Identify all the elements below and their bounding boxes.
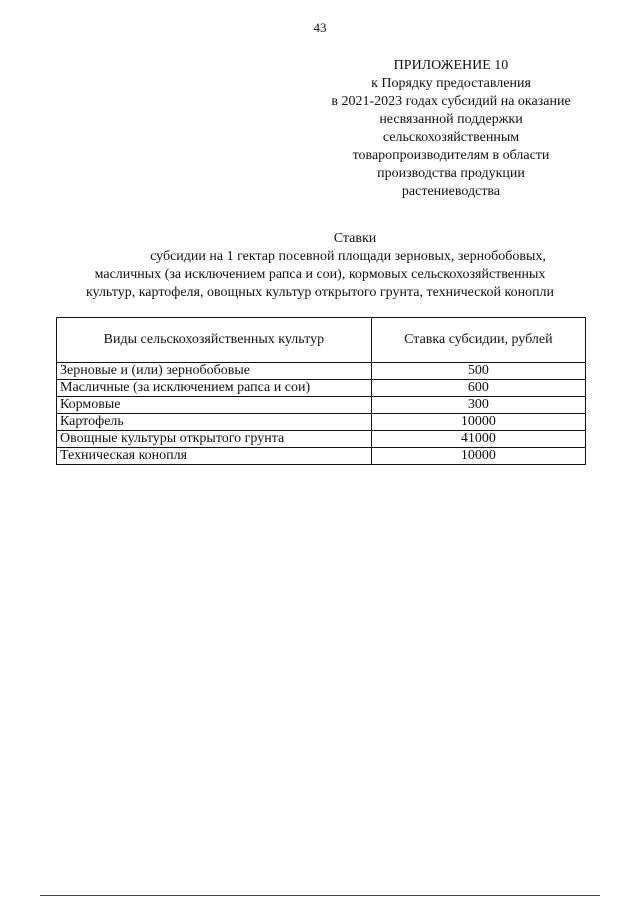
crop-cell: Картофель	[57, 414, 372, 431]
appendix-line: растениеводства	[401, 184, 501, 199]
appendix-line: производства продукции	[377, 166, 525, 181]
table-row	[57, 414, 586, 431]
table-row	[57, 448, 586, 465]
appendix-line: в 2021-2023 годах субсидий на оказание	[331, 94, 571, 109]
appendix-title: ПРИЛОЖЕНИЕ 10	[393, 58, 509, 73]
appendix-line: сельскохозяйственным	[382, 130, 520, 145]
crop-cell: Овощные культуры открытого грунта	[57, 431, 372, 448]
appendix-line: к Порядку предоставления	[371, 76, 531, 91]
rates-table	[56, 317, 586, 465]
table-row	[57, 431, 586, 448]
rate-cell: 600	[371, 380, 585, 397]
rate-cell: 10000	[371, 448, 585, 465]
rate-cell: 500	[371, 363, 585, 380]
table-row	[57, 380, 586, 397]
column-header-rate: Ставка субсидии, рублей	[371, 318, 585, 363]
table-header-row	[57, 318, 586, 363]
appendix-line: товаропроизводителям в области	[352, 148, 550, 163]
page-number: 43	[313, 20, 327, 35]
column-header-crop: Виды сельскохозяйственных культур	[57, 318, 372, 363]
bottom-rule	[40, 895, 600, 896]
document-heading	[40, 230, 600, 302]
table-row	[57, 397, 586, 414]
rate-cell: 41000	[371, 431, 585, 448]
heading-line: культур, картофеля, овощных культур открытого грунта, технической конопли	[85, 285, 555, 300]
rate-cell: 300	[371, 397, 585, 414]
heading-line: субсидии на 1 гектар посевной площади зерновых, зернобобовых,	[150, 249, 546, 264]
heading-line: масличных (за исключением рапса и сои), кормовых сельскохозяйственных	[94, 267, 546, 282]
appendix-line: несвязанной поддержки	[379, 112, 523, 127]
rate-cell: 10000	[371, 414, 585, 431]
appendix-header	[296, 57, 606, 201]
crop-cell: Зерновые и (или) зернобобовые	[57, 363, 372, 380]
heading-title: Ставки	[333, 231, 377, 246]
crop-cell: Масличные (за исключением рапса и сои)	[57, 380, 372, 397]
crop-cell: Кормовые	[57, 397, 372, 414]
crop-cell: Техническая конопля	[57, 448, 372, 465]
table-row	[57, 363, 586, 380]
